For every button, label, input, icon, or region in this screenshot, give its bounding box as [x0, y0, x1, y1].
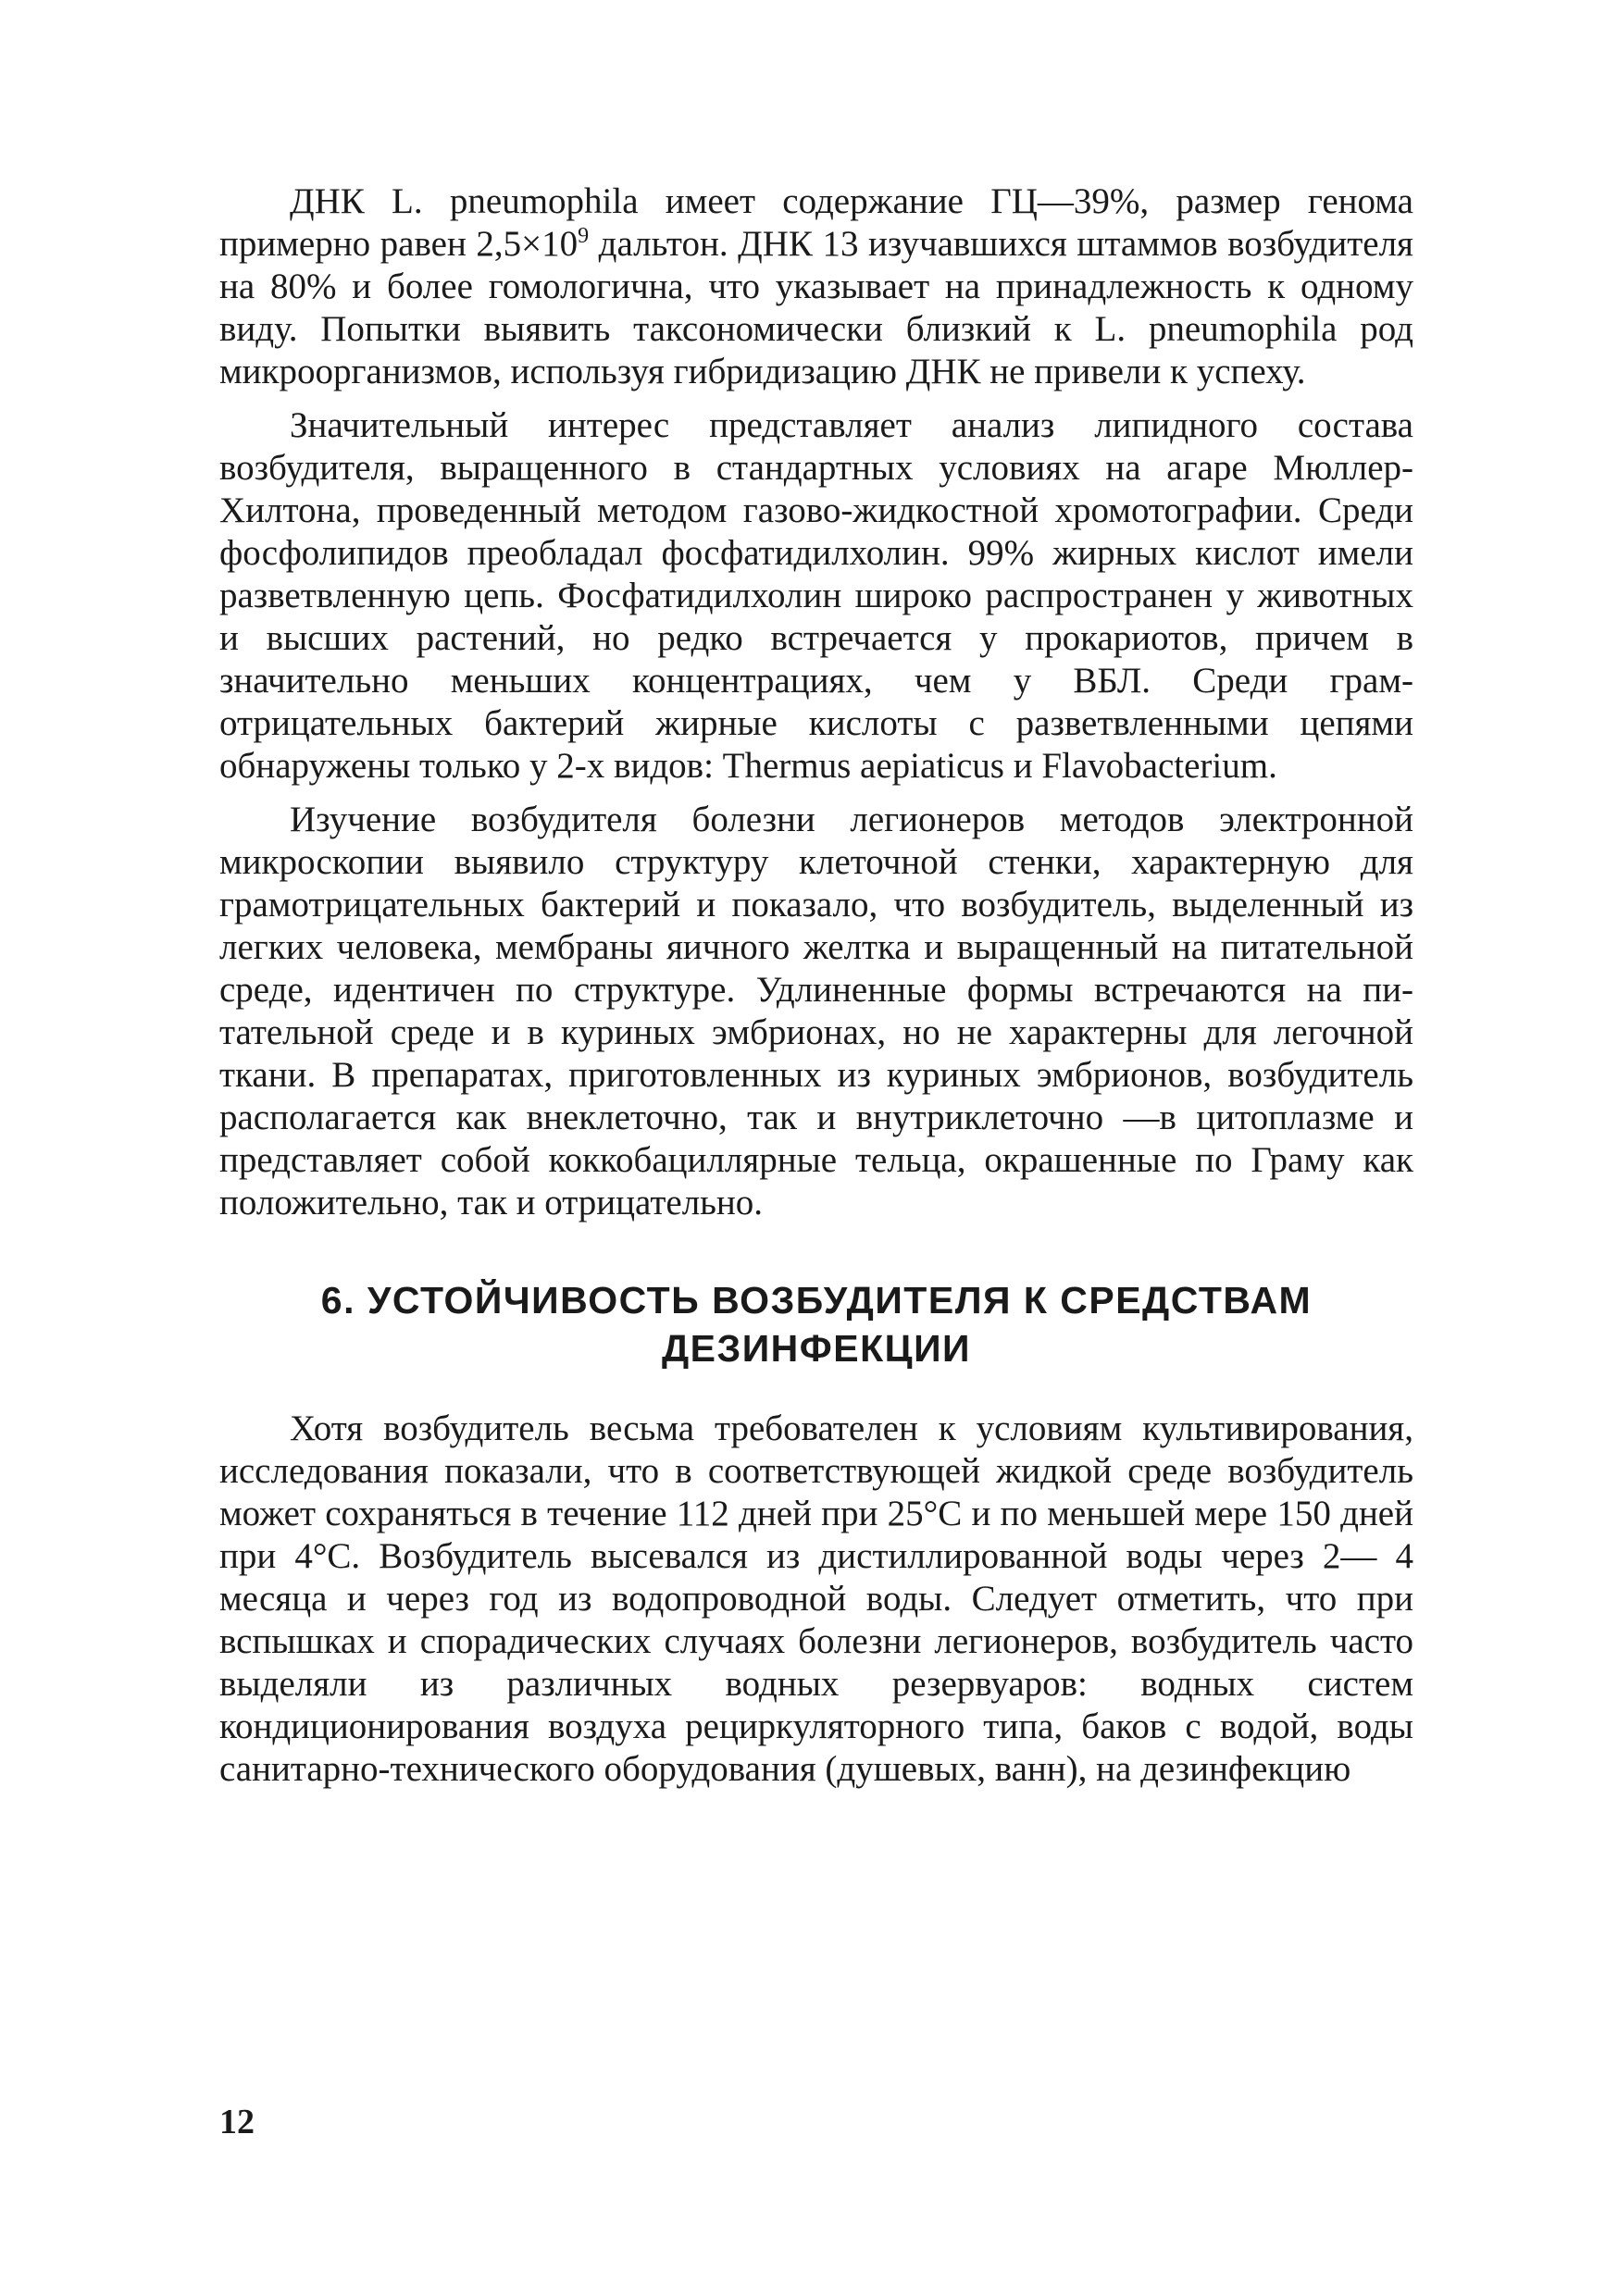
- paragraph-dna-text-2: дальтон. ДНК 13 изучавшихся штаммов возбудителя на 80% и более гомологична, что указывает на принадлежность к одному виду. Попытки выявить таксономически близкий к L. pneumophila род микроорганизмов, используя гибридизацию ДНК не привели к успеху.: [219, 224, 1413, 391]
- page-number: 12: [219, 2103, 255, 2141]
- exponent: 9: [578, 224, 590, 248]
- section-heading: [219, 1276, 1413, 1372]
- paragraph-resistance: Хотя возбудитель весьма требователен к условиям культивирования, исследования показали, что в соответствующей жидкой среде возбудитель может сохраняться в течение 112 дней при 25°С и по меньшей мере 150 дней при 4°С. Возбудитель высевался из дистиллированной воды через 2— 4 месяца и через год из водопроводной воды. Следует отметить, что при вспышках и спорадических случаях болезни легионеров, возбудитель часто выделяли из различных водных резервуаров: водных систем кондиционирования воздуха рециркуляторного типа, баков с водой, воды санитарно-технического оборудования (душевых, ванн), на дезинфекцию: [219, 1409, 1413, 1789]
- page-body: [219, 180, 1413, 1791]
- section-heading-line-1: 6. УСТОЙЧИВОСТЬ ВОЗБУДИТЕЛЯ К СРЕДСТВАМ: [320, 1279, 1313, 1322]
- paragraph-electron-microscopy: Изучение возбудителя болезни легионеров методов электронной микроскопии выявило структуру клеточной стенки, характерную для грамотрицательных бактерий и показало, что возбудитель, выделенный из легких человека, мембраны яичного желтка и выращенный на питательной среде, идентичен по структуре. Удлиненные формы встречаются на питательной среде и в куриных эмбрионах, но не характерны для легочной ткани. В препаратах, приготовленных из куриных эмбрионов, возбудитель располагается как внеклеточно, так и внутриклеточно —в цитоплазме и представляет собой коккобациллярные тельца, окрашенные по Граму как положительно, так и отрицательно.: [219, 800, 1413, 1222]
- section-heading-line-2: ДЕЗИНФЕКЦИИ: [661, 1327, 972, 1370]
- paragraph-dna: [219, 180, 1413, 393]
- paragraph-lipid-composition: Значительный интерес представляет анализ липидного состава возбудителя, выращенного в стандартных условиях на агаре Мюллер-Хилтона, проведенный методом газово-жидкостной хромотографии. Среди фосфолипидов преобладал фосфатидилхолин. 99% жирных кислот имели разветвленную цепь. Фосфатидилхолин широко распространен у животных и высших растений, но редко встречается у прокариотов, причем в значительно меньших концентрациях, чем у ВБЛ. Среди грам-отрицательных бактерий жирные кислоты с разветвленными цепями обнаружены только у 2-х видов: Thermus aepiaticus и Flavobacterium.: [219, 405, 1413, 786]
- paragraph-dna-text-1: ДНК L. pneumophila имеет содержание ГЦ—39%, размер генома примерно равен 2,5×10: [219, 181, 1413, 264]
